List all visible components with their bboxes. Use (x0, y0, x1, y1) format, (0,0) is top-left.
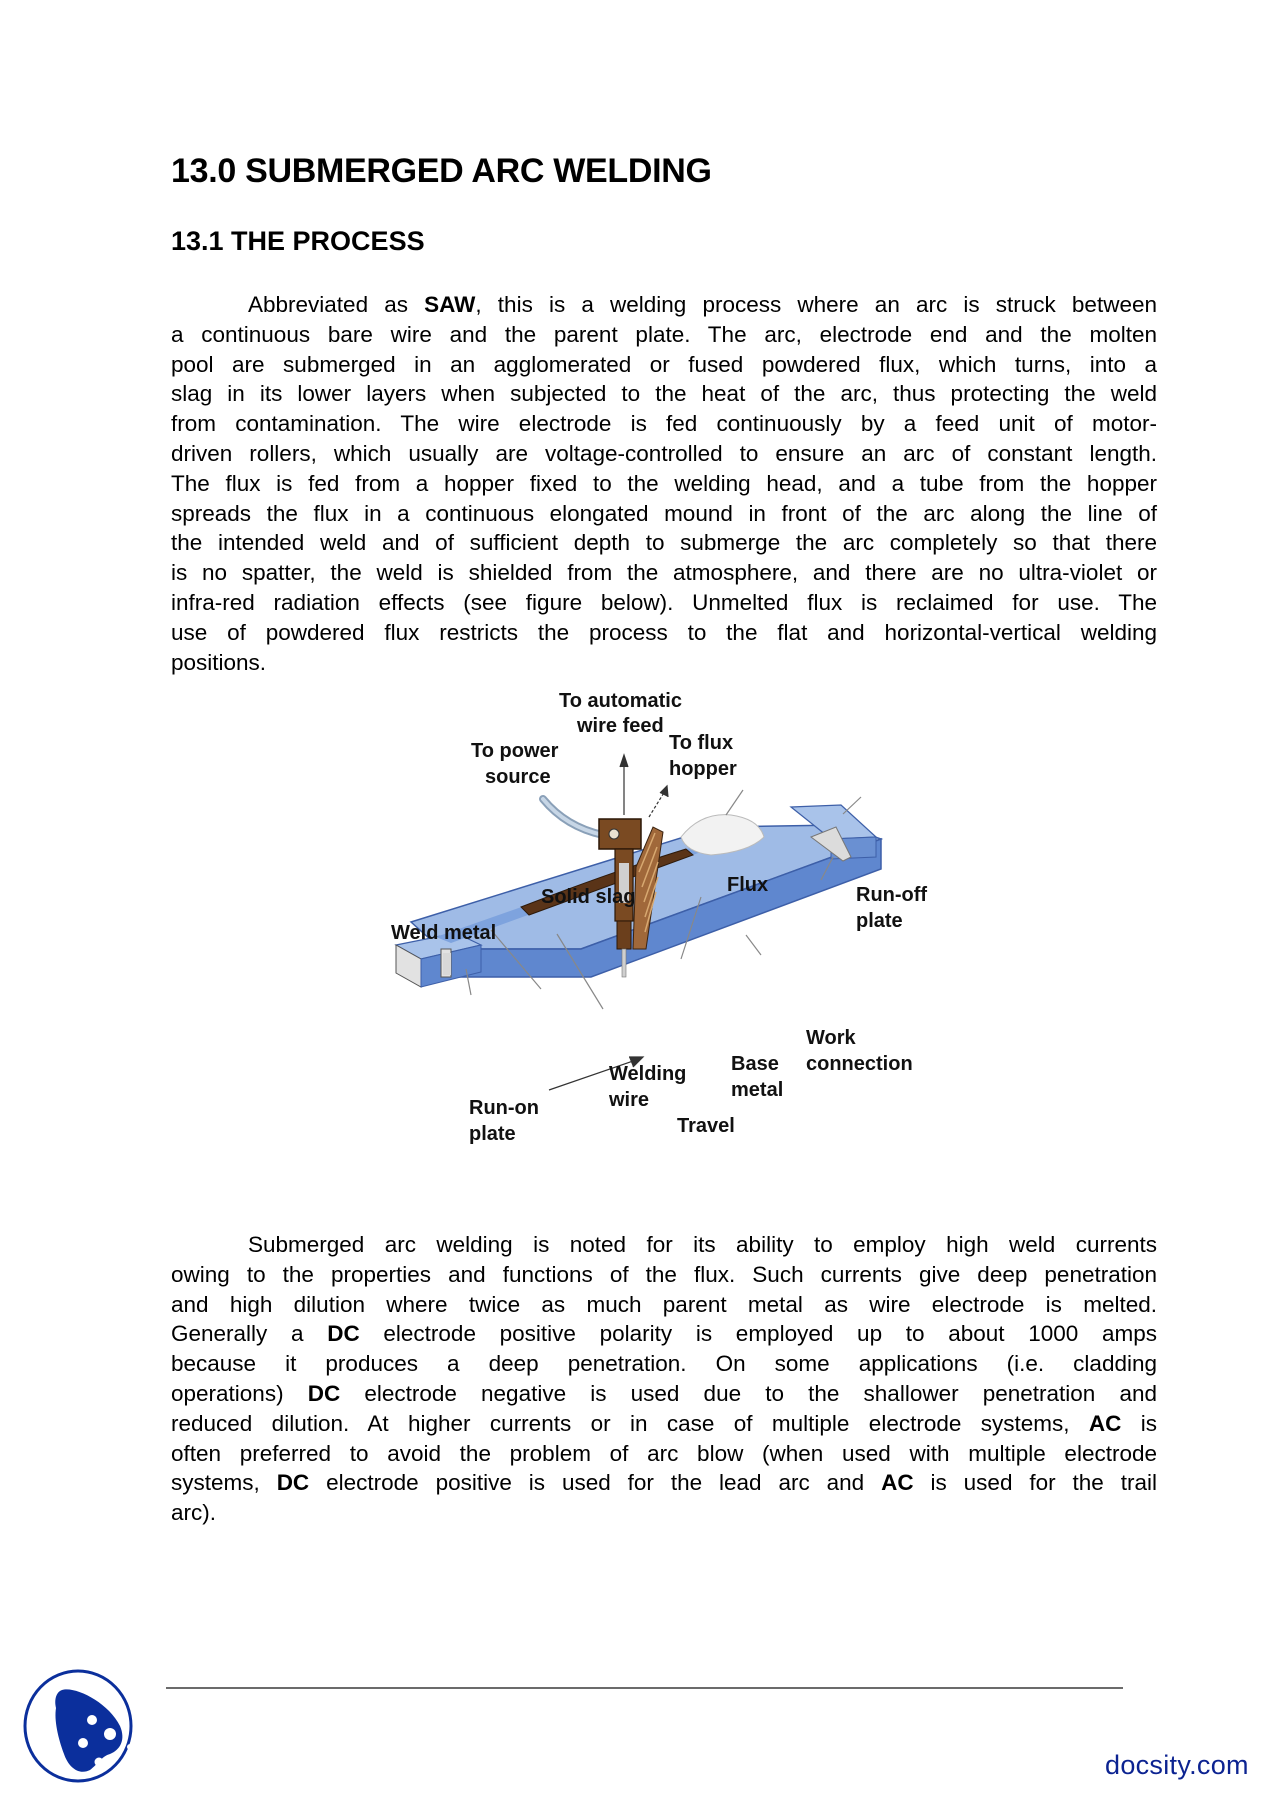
paragraph-line: spreads the flux in a continuous elongated mound in front of the arc along the line of (171, 500, 1157, 526)
bold-term: AC (1088, 1410, 1122, 1436)
label-solid-slag: Solid slag (541, 886, 636, 908)
docsity-brand-link[interactable]: docsity.com (1105, 1750, 1249, 1780)
paragraph-line: because it produces a deep penetration. On some applications (i.e. cladding (171, 1351, 1157, 1377)
label-wire-feed: wire feed (577, 715, 664, 737)
paragraph-line: and high dilution where twice as much parent metal as wire electrode is melted. (171, 1291, 1157, 1317)
bold-term: DC (276, 1470, 310, 1496)
paragraph-line: positions. (171, 649, 267, 675)
label-run-on-plate: plate (469, 1123, 516, 1145)
bold-term: AC (881, 1470, 914, 1496)
paragraph-line: Abbreviated as SAW, this is a welding process where an arc is struck between (248, 292, 1157, 317)
paragraph-line: often preferred to avoid the problem of arc blow (when used with multiple electrode (171, 1440, 1157, 1466)
paragraph-line: The flux is fed from a hopper fixed to the welding head, and a tube from the hopper (171, 470, 1157, 496)
bold-term: DC (327, 1321, 360, 1347)
label-run-on: Run-on (469, 1097, 539, 1119)
label-to-automatic: To automatic (559, 690, 682, 712)
label-flux: Flux (727, 874, 769, 896)
paragraph-line: arc). (171, 1500, 216, 1526)
paragraph-line: reduced dilution. At higher currents or in case of multiple electrode systems, AC is (171, 1410, 1157, 1436)
footer-divider (166, 1687, 1123, 1689)
page-title: 13.0 SUBMERGED ARC WELDING (171, 152, 712, 190)
paragraph-line: Generally a DC electrode positive polarity is employed up to about 1000 amps (171, 1321, 1158, 1347)
paragraph-line: the intended weld and of sufficient depth to submerge the arc completely so that there (171, 530, 1157, 556)
label-work: Work (806, 1027, 856, 1049)
paragraph-line: Submerged arc welding is noted for its ability to employ high weld currents (248, 1232, 1157, 1257)
bold-term: SAW (424, 292, 476, 317)
label-run-off: Run-off (856, 884, 928, 906)
label-hopper: hopper (669, 758, 737, 780)
section-heading: 13.1 THE PROCESS (171, 226, 425, 256)
paragraph-line: slag in its lower layers when subjected to the heat of the arc, thus protecting the weld (171, 381, 1157, 407)
paragraph-line: use of powdered flux restricts the process to the flat and horizontal-vertical welding (171, 619, 1157, 645)
paragraph-line: is no spatter, the weld is shielded from the atmosphere, and there are no ultra-violet or (171, 560, 1157, 586)
label-to-flux: To flux (669, 732, 734, 754)
paragraph-process-description (171, 290, 1157, 677)
paragraph-line: infra-red radiation effects (see figure below). Unmelted flux is reclaimed for use. The (171, 589, 1157, 615)
label-to-power: To power (471, 740, 559, 762)
paragraph-line: driven rollers, which usually are voltage-controlled to ensure an arc of constant length. (171, 440, 1157, 466)
paragraph-line: systems, DC electrode positive is used for the lead arc and AC is used for the trail (171, 1470, 1157, 1496)
label-metal: metal (731, 1079, 784, 1101)
label-wire: wire (609, 1089, 650, 1111)
paragraph-currents-polarity (171, 1230, 1157, 1528)
label-base: Base (731, 1053, 779, 1075)
label-connection: connection (806, 1053, 913, 1075)
label-welding: Welding (609, 1063, 687, 1085)
label-source: source (485, 766, 551, 788)
paragraph-line: operations) DC electrode negative is used due to the shallower penetration and (171, 1380, 1157, 1406)
paragraph-line: from contamination. The wire electrode is fed continuously by a feed unit of motor- (171, 411, 1157, 437)
docsity-logo-icon[interactable] (20, 1668, 136, 1784)
label-travel: Travel (677, 1115, 735, 1137)
paragraph-line: pool are submerged in an agglomerated or fused powdered flux, which turns, into a (171, 351, 1157, 377)
paragraph-line: a continuous bare wire and the parent plate. The arc, electrode end and the molten (171, 321, 1157, 347)
bold-term: DC (307, 1380, 341, 1406)
label-run-off-plate: plate (856, 910, 903, 932)
paragraph-line: owing to the properties and functions of the flux. Such currents give deep penetration (171, 1261, 1157, 1287)
label-weld-metal: Weld metal (391, 922, 497, 944)
saw-process-diagram (381, 687, 936, 1157)
